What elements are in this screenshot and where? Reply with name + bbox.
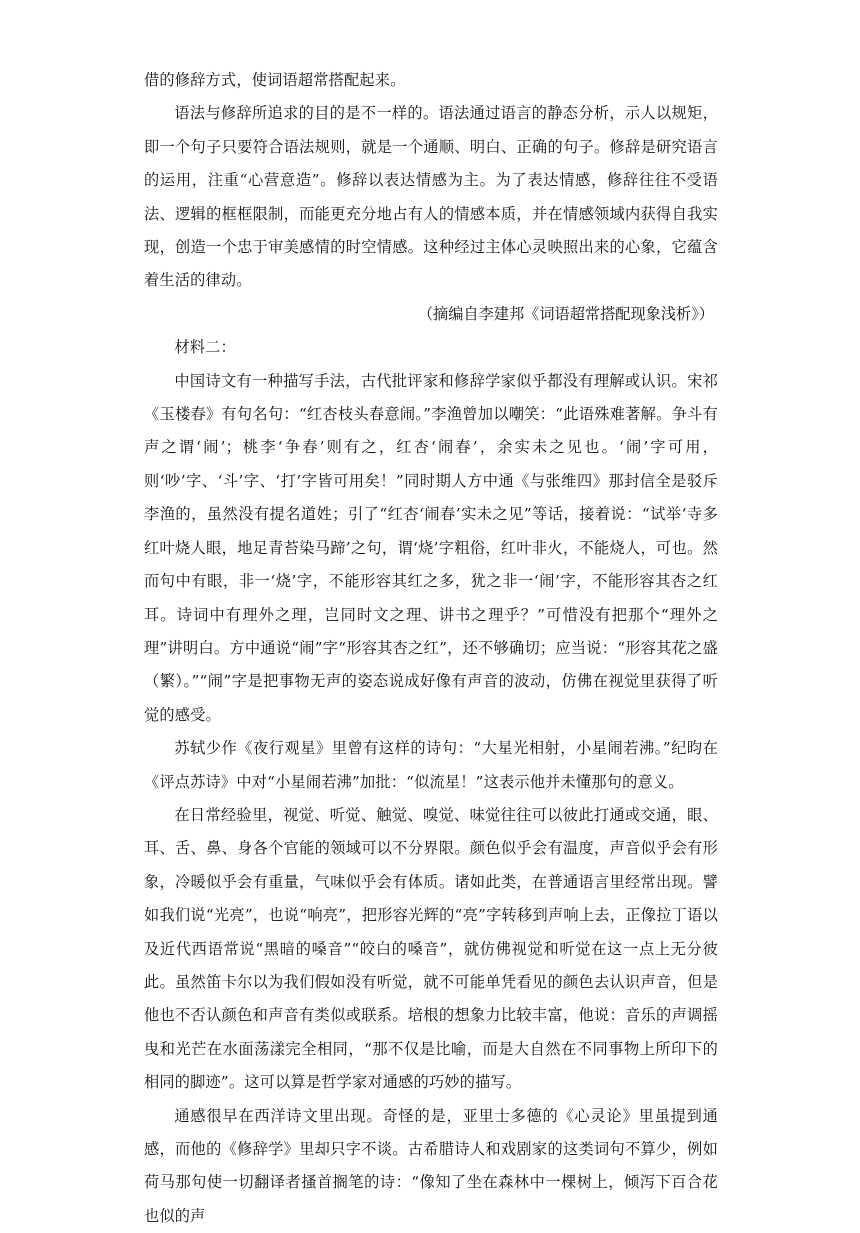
- document-body: [144, 64, 718, 1233]
- paragraph-synesthesia: 在日常经验里，视觉、听觉、触觉、嗅觉、味觉往往可以彼此打通或交通，眼、耳、舌、鼻、身各个官能的领域可以不分界限。颜色似乎会有温度，声音似乎会有形象，冷暖似乎会有重量，气味似乎会有体质。诸如此类，在普通语言里经常出现。譬如我们说“光亮”，也说“响亮”，把形容光辉的“亮”字转移到声响上去，正像拉丁语以及近代西语常说“黑暗的嗓音”“皎白的嗓音”，就仿佛视觉和听觉在这一点上无分彼此。虽然笛卡尔以为我们假如没有听觉，就不可能单凭看见的颜色去认识声音，但是他也不否认颜色和声音有类似或联系。培根的想象力比较丰富，他说：音乐的声调摇曳和光芒在水面荡漾完全相同，“那不仅是比喻，而是大自然在不同事物上所印下的相同的脚迹”。这可以算是哲学家对通感的巧妙的描写。: [144, 805, 718, 1092]
- paragraph-western-poetry: 通感很早在西洋诗文里出现。奇怪的是，亚里士多德的《心灵论》里虽提到通感，而他的《修辞学》里却只字不谈。古希腊诗人和戏剧家的这类词句不算少，例如荷马那句使一切翻译者搔首搁笔的诗：“像知了坐在森林中一棵树上，倾泻下百合花也似的声: [144, 1106, 718, 1225]
- paragraph-grammar-vs-rhetoric: 语法与修辞所追求的目的是不一样的。语法通过语言的静态分析，示人以规矩，即一个句子只要符合语法规则，就是一个通顺、明白、正确的句子。修辞是研究语言的运用，注重“心营意造”。修辞以表达情感为主。为了表达情感，修辞往往不受语法、逻辑的框框限制，而能更充分地占有人的情感本质，并在情感领域内获得自我实现，创造一个忠于审美感情的时空情感。这种经过主体心灵映照出来的心象，它蕴含着生活的律动。: [144, 104, 718, 290]
- material-two-label: 材料二：: [174, 338, 236, 357]
- paragraph-chinese-poetry: 中国诗文有一种描写手法，古代批评家和修辞学家似乎都没有理解或认识。宋祁《玉楼春》有句名句：“红杏枝头春意闹。”李渔曾加以嘲笑：“此语殊难著解。争斗有声之谓‘闹’；桃李‘争春’则有之，红杏‘闹春’，余实未之见也。‘闹’字可用，则‘吵’字、‘斗’字、‘打’字皆可用矣！”同时期人方中通《与张维四》那封信全是驳斥李渔的，虽然没有提名道姓；引了“红杏‘闹春’实未之见”等话，接着说：“试举‘寺多红叶烧人眼，地足青苔染马蹄’之句，谓‘烧’字粗俗，红叶非火，不能烧人，可也。然而句中有眼，非一‘烧’字，不能形容其红之多，犹之非一‘闹’字，不能形容其杏之红耳。诗词中有理外之理，岂同时文之理、讲书之理乎？”可惜没有把那个“理外之理”讲明白。方中通说“闹”字“形容其杏之红”，还不够确切；应当说：“形容其花之盛（繁）。”“闹”字是把事物无声的姿态说成好像有声音的波动，仿佛在视觉里获得了听觉的感受。: [144, 371, 718, 724]
- paragraph-continuation: 借的修辞方式，使词语超常搭配起来。: [144, 71, 406, 89]
- source-citation: （摘编自李建邦《词语超常搭配现象浅析》）: [417, 304, 714, 323]
- paragraph-sushi-poem: 苏轼少作《夜行观星》里曾有这样的诗句：“大星光相射，小星闹若沸。”纪昀在《评点苏诗》中对“小星闹若沸”加批：“似流星！”这表示他并未懂那句的意义。: [144, 739, 718, 791]
